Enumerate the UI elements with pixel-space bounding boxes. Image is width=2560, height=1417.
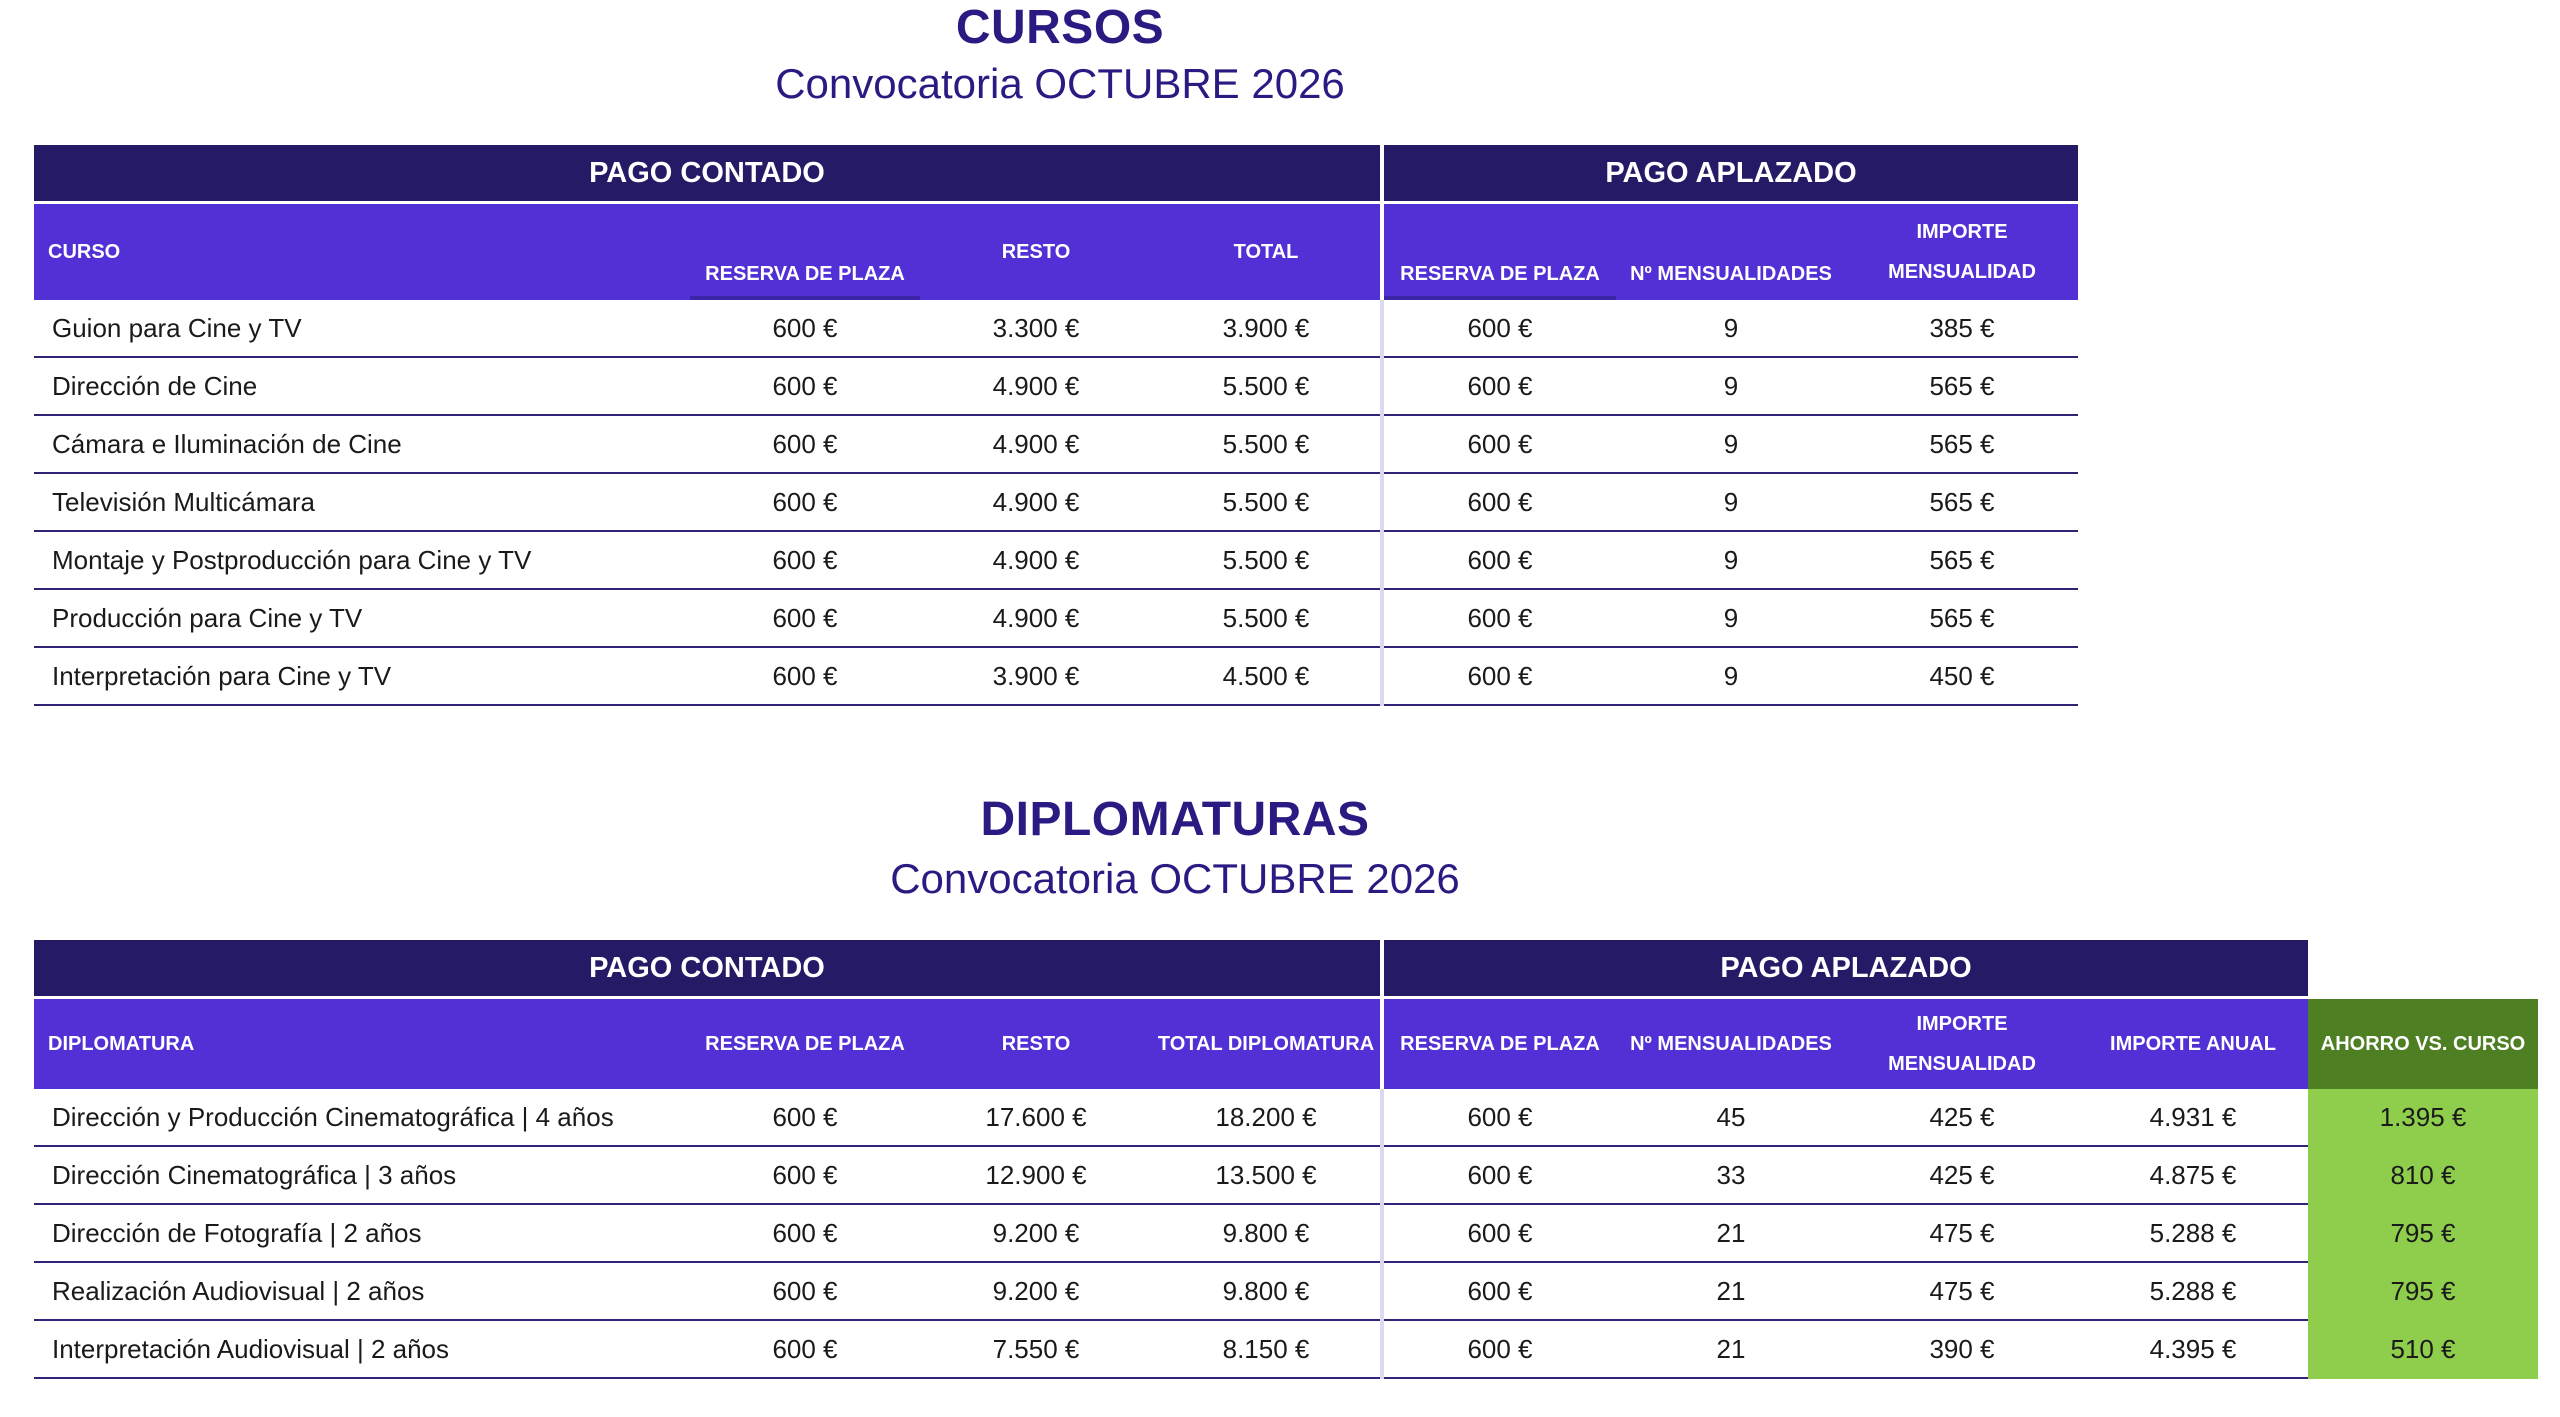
table-cell: 600 € [690,415,920,473]
group-header-aplazado: PAGO APLAZADO [1382,940,2308,998]
cursos-price-table [34,145,2078,706]
column-header-mensualidades: Nº MENSUALIDADES [1616,203,1846,301]
table-cell: 600 € [690,589,920,647]
column-header-curso: CURSO [34,203,690,301]
column-header-total: TOTAL [1152,203,1382,301]
table-cell: 425 € [1846,1146,2078,1204]
table-row [34,589,2078,647]
table-cell: 600 € [1382,415,1616,473]
table-cell: 600 € [1382,357,1616,415]
table-cell: 565 € [1846,531,2078,589]
table-cell: 4.900 € [920,589,1152,647]
table-cell: 9 [1616,300,1846,357]
row-label: Guion para Cine y TV [34,300,690,357]
table-cell: 600 € [1382,1089,1616,1146]
table-cell: 600 € [690,531,920,589]
table-row [34,647,2078,705]
table-cell: 3.900 € [1152,300,1382,357]
table-cell: 9.200 € [920,1204,1152,1262]
table-cell: 45 [1616,1089,1846,1146]
table-cell: 600 € [1382,1320,1616,1378]
diplomaturas-title: DIPLOMATURAS [980,793,1370,846]
table-cell: 600 € [690,357,920,415]
table-row [34,531,2078,589]
table-cell: 565 € [1846,357,2078,415]
table-cell: 600 € [690,1089,920,1146]
table-cell: 475 € [1846,1262,2078,1320]
column-header-ahorro: AHORRO VS. CURSO [2308,998,2538,1090]
table-cell: 600 € [1382,1262,1616,1320]
column-header-importe-mensualidad: IMPORTE MENSUALIDAD [1846,998,2078,1090]
table-cell: 8.150 € [1152,1320,1382,1378]
header-spacer [2308,940,2538,998]
row-label: Dirección Cinematográfica | 3 años [34,1146,690,1204]
table-row [34,415,2078,473]
row-label: Dirección de Cine [34,357,690,415]
table-cell: 13.500 € [1152,1146,1382,1204]
table-cell: 4.900 € [920,357,1152,415]
table-cell: 600 € [690,1204,920,1262]
table-cell: 4.900 € [920,415,1152,473]
group-header-contado: PAGO CONTADO [34,940,1382,998]
table-row [34,1320,2538,1378]
column-header-total-diplomatura: TOTAL DIPLOMATURA [1152,998,1382,1090]
table-cell: 510 € [2308,1320,2538,1378]
row-label: Realización Audiovisual | 2 años [34,1262,690,1320]
column-header-importe-anual: IMPORTE ANUAL [2078,998,2308,1090]
table-cell: 4.500 € [1152,647,1382,705]
table-cell: 475 € [1846,1204,2078,1262]
table-cell: 600 € [1382,300,1616,357]
table-cell: 600 € [1382,473,1616,531]
row-label: Montaje y Postproducción para Cine y TV [34,531,690,589]
table-cell: 3.900 € [920,647,1152,705]
row-label: Producción para Cine y TV [34,589,690,647]
table-cell: 3.300 € [920,300,1152,357]
table-cell: 600 € [690,473,920,531]
table-cell: 795 € [2308,1204,2538,1262]
table-row [34,473,2078,531]
table-cell: 600 € [690,1146,920,1204]
table-cell: 600 € [1382,589,1616,647]
table-cell: 9 [1616,531,1846,589]
table-cell: 390 € [1846,1320,2078,1378]
table-cell: 5.288 € [2078,1204,2308,1262]
table-cell: 1.395 € [2308,1089,2538,1146]
table-cell: 9 [1616,357,1846,415]
table-row [34,1204,2538,1262]
table-row [34,1146,2538,1204]
table-cell: 5.288 € [2078,1262,2308,1320]
table-cell: 18.200 € [1152,1089,1382,1146]
row-label: Interpretación para Cine y TV [34,647,690,705]
table-cell: 9 [1616,473,1846,531]
table-cell: 5.500 € [1152,415,1382,473]
table-cell: 5.500 € [1152,589,1382,647]
column-header-reserva-contado: RESERVA DE PLAZA [690,203,920,301]
table-row [34,1089,2538,1146]
table-cell: 9 [1616,589,1846,647]
table-row [34,1262,2538,1320]
table-cell: 21 [1616,1204,1846,1262]
table-cell: 565 € [1846,589,2078,647]
table-cell: 600 € [690,647,920,705]
column-header-reserva-contado: RESERVA DE PLAZA [690,998,920,1090]
table-cell: 810 € [2308,1146,2538,1204]
column-header-reserva-aplazado: RESERVA DE PLAZA [1382,998,1616,1090]
table-cell: 600 € [690,300,920,357]
table-cell: 5.500 € [1152,473,1382,531]
diplomaturas-subtitle: Convocatoria OCTUBRE 2026 [890,855,1460,902]
table-cell: 5.500 € [1152,357,1382,415]
table-cell: 9.800 € [1152,1262,1382,1320]
table-cell: 4.931 € [2078,1089,2308,1146]
row-label: Televisión Multicámara [34,473,690,531]
table-cell: 795 € [2308,1262,2538,1320]
column-header-diplomatura: DIPLOMATURA [34,998,690,1090]
cursos-title: CURSOS [955,1,1165,54]
table-cell: 565 € [1846,473,2078,531]
column-header-resto: RESTO [920,998,1152,1090]
table-cell: 600 € [690,1262,920,1320]
row-label: Interpretación Audiovisual | 2 años [34,1320,690,1378]
table-cell: 4.875 € [2078,1146,2308,1204]
table-cell: 600 € [1382,1146,1616,1204]
table-cell: 450 € [1846,647,2078,705]
table-cell: 600 € [1382,647,1616,705]
table-cell: 4.900 € [920,531,1152,589]
column-header-importe-mensualidad: IMPORTE MENSUALIDAD [1846,203,2078,301]
table-cell: 9.800 € [1152,1204,1382,1262]
group-header-contado: PAGO CONTADO [34,145,1382,203]
table-cell: 12.900 € [920,1146,1152,1204]
table-cell: 9 [1616,415,1846,473]
table-cell: 9.200 € [920,1262,1152,1320]
cursos-subtitle: Convocatoria OCTUBRE 2026 [775,60,1345,107]
row-label: Dirección de Fotografía | 2 años [34,1204,690,1262]
column-header-reserva-aplazado: RESERVA DE PLAZA [1382,203,1616,301]
group-header-aplazado: PAGO APLAZADO [1382,145,2078,203]
table-cell: 600 € [1382,531,1616,589]
row-label: Cámara e Iluminación de Cine [34,415,690,473]
table-row [34,357,2078,415]
table-cell: 600 € [1382,1204,1616,1262]
table-cell: 4.395 € [2078,1320,2308,1378]
column-header-mensualidades: Nº MENSUALIDADES [1616,998,1846,1090]
row-label: Dirección y Producción Cinematográfica | 4 años [34,1089,690,1146]
table-cell: 425 € [1846,1089,2078,1146]
column-header-resto: RESTO [920,203,1152,301]
table-cell: 385 € [1846,300,2078,357]
table-cell: 21 [1616,1262,1846,1320]
table-cell: 7.550 € [920,1320,1152,1378]
table-cell: 5.500 € [1152,531,1382,589]
table-cell: 9 [1616,647,1846,705]
table-cell: 565 € [1846,415,2078,473]
table-cell: 21 [1616,1320,1846,1378]
diplomaturas-price-table [34,940,2538,1379]
table-cell: 33 [1616,1146,1846,1204]
table-row [34,300,2078,357]
table-cell: 600 € [690,1320,920,1378]
table-cell: 17.600 € [920,1089,1152,1146]
table-cell: 4.900 € [920,473,1152,531]
